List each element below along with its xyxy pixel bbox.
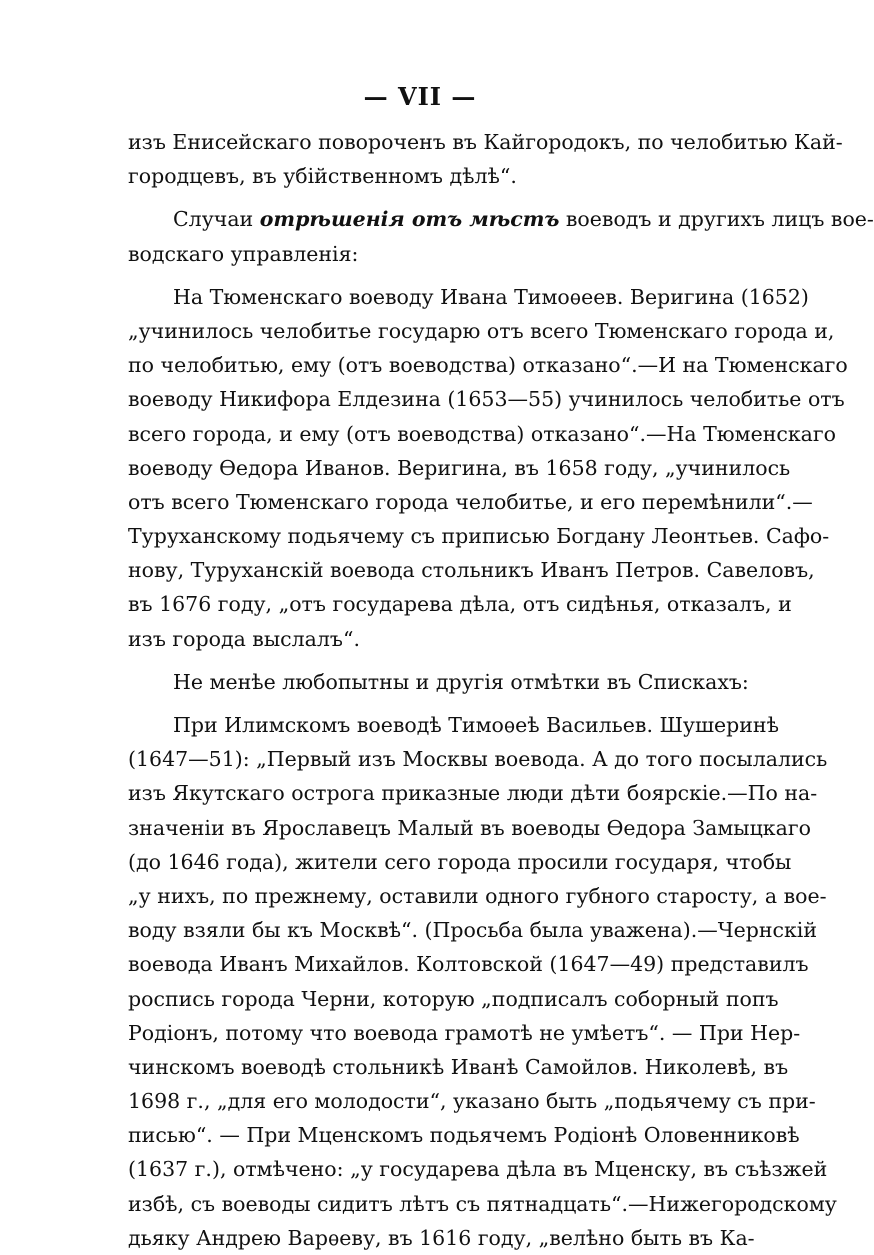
text-line: чинскомъ воеводѣ стольникѣ Иванѣ Самойлов. Николевѣ, въ <box>128 1054 789 1079</box>
text-line: воевода Иванъ Михайлов. Колтовской (1647—49) представилъ <box>128 952 809 977</box>
text-line: воеводу Никифора Елдезина (1653—55) учинилось челобитье отъ <box>128 387 845 412</box>
text-line: избѣ, съ воеводы сидитъ лѣтъ съ пятнадцать“.—Нижегородскому <box>128 1191 837 1216</box>
text-line: (1647—51): „Первый изъ Москвы воевода. А до того посылались <box>128 747 828 772</box>
text-run: воеводъ и другихъ лицъ вое- <box>559 207 874 232</box>
italic-emphasis: отрѣшенія отъ мѣстъ <box>259 207 560 232</box>
text-line: „учинилось челобитье государю отъ всего Тюменскаго города и, <box>128 318 835 343</box>
text-line: Не менѣе любопытны и другія отмѣтки въ Спискахъ: <box>173 669 749 694</box>
text-line: „у нихъ, по прежнему, оставили одного губного старосту, а вое- <box>128 883 827 908</box>
text-line: Туруханскому подьячему съ приписью Богдану Леонтьев. Сафо- <box>128 524 830 549</box>
text-line: На Тюменскаго воеводу Ивана Тимоѳеев. Веригина (1652) <box>173 284 809 309</box>
text-line: значеніи въ Ярославецъ Малый въ воеводы Ѳедора Замыцкаго <box>128 815 811 840</box>
text-line: по челобитью, ему (отъ воеводства) отказано“.—И на Тюменскаго <box>128 353 848 378</box>
page-number-header: — VII — <box>363 82 477 111</box>
text-line: отъ всего Тюменскаго города челобитье, и его перемѣнили“.— <box>128 489 813 514</box>
text-line: Родіонъ, потому что воевода грамотѣ не умѣетъ“. — При Нер- <box>128 1020 801 1045</box>
text-line: въ 1676 году, „отъ государева дѣла, отъ сидѣнья, отказалъ, и <box>128 592 792 617</box>
text-line: роспись города Черни, которую „подписалъ соборный попъ <box>128 986 779 1011</box>
text-line: нову, Туруханскій воевода стольникъ Иванъ Петров. Савеловъ, <box>128 558 815 583</box>
text-line: водскаго управленія: <box>128 241 359 266</box>
text-line: дьяку Андрею Варѳеву, въ 1616 году, „велѣно быть въ Ка- <box>128 1225 755 1250</box>
text-line: изъ Енисейскаго повороченъ въ Кайгородокъ, по челобитью Кай- <box>128 130 843 154</box>
text-line: всего города, и ему (отъ воеводства) отказано“.—На Тюменскаго <box>128 421 836 446</box>
text-line: городцевъ, въ убійственномъ дѣлѣ“. <box>128 164 517 189</box>
text-line: 1698 г., „для его молодости“, указано быть „подьячему съ при- <box>128 1089 816 1114</box>
text-line: изъ Якутскаго острога приказные люди дѣти боярскіе.—По на- <box>128 781 818 806</box>
text-line: писью“. — При Мценскомъ подьячемъ Родіонѣ Оловенниковѣ <box>128 1123 800 1148</box>
text-line: При Илимскомъ воеводѣ Тимоѳеѣ Васильев. Шушеринѣ <box>173 713 779 737</box>
text-line: (1637 г.), отмѣчено: „у государева дѣла въ Мценску, въ съѣзжей <box>128 1157 828 1182</box>
text-run: Случаи <box>173 207 260 232</box>
body-text <box>128 125 874 1255</box>
text-line: воду взяли бы къ Москвѣ“. (Просьба была уважена).—Чернскій <box>128 918 818 943</box>
text-line: изъ города выслалъ“. <box>128 626 360 651</box>
text-line: воеводу Ѳедора Иванов. Веригина, въ 1658 году, „учинилось <box>128 455 791 480</box>
text-line: (до 1646 года), жители сего города просили государя, чтобы <box>128 849 792 874</box>
text-line <box>128 202 874 236</box>
